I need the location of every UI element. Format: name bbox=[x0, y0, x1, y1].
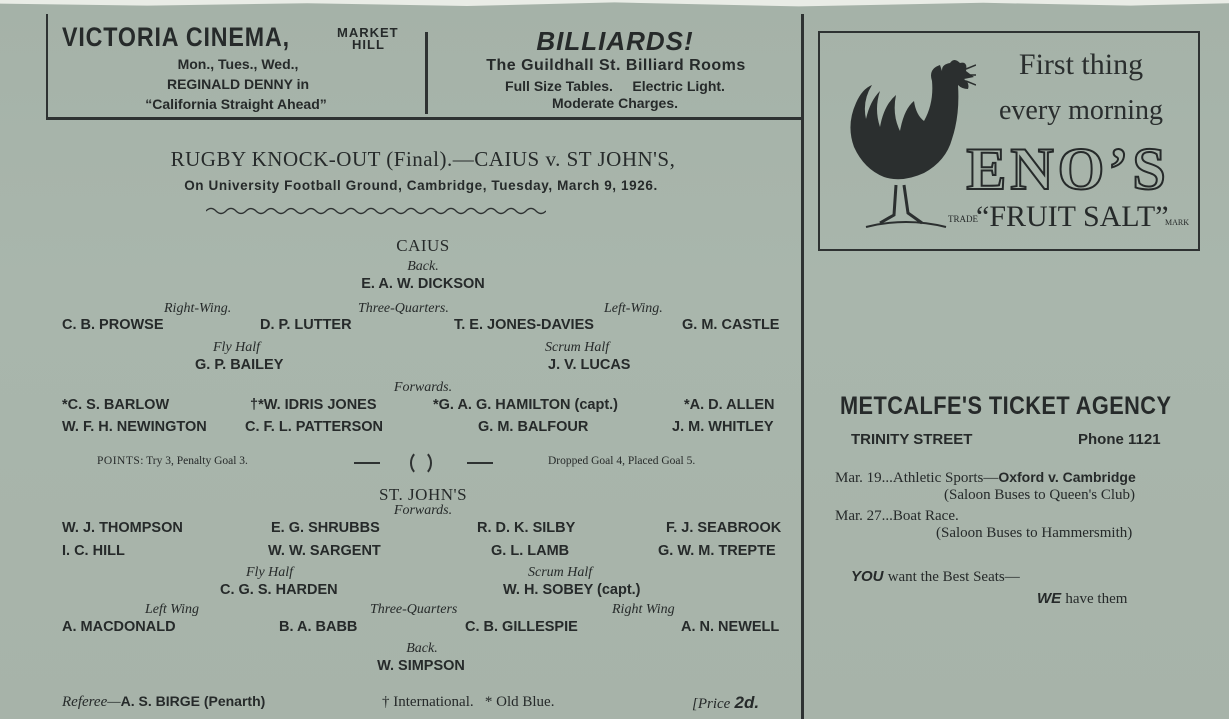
price-label: [Price bbox=[692, 696, 731, 712]
caius-fwd-4: *A. D. ALLEN bbox=[684, 397, 775, 413]
rooster-icon bbox=[826, 55, 976, 235]
caius-fwd-6: C. F. L. PATTERSON bbox=[245, 419, 384, 435]
price bbox=[692, 693, 759, 713]
johns-right-wing-label: Right Wing bbox=[612, 602, 675, 617]
wavy-divider bbox=[206, 206, 546, 216]
referee-label: Referee— bbox=[62, 694, 121, 710]
header-bottom-rule bbox=[46, 117, 802, 120]
johns-fwd-2: E. G. SHRUBBS bbox=[271, 520, 380, 536]
center-fold-rule bbox=[801, 14, 804, 719]
victoria-film: “California Straight Ahead” bbox=[145, 96, 327, 112]
metcalfe-phone: Phone 1121 bbox=[1078, 431, 1161, 448]
metcalfe-you-line bbox=[851, 568, 1020, 586]
you-word: YOU bbox=[851, 568, 884, 585]
you-text: want the Best Seats— bbox=[887, 569, 1020, 585]
left-panel-border bbox=[46, 14, 48, 118]
enos-trade: TRADE bbox=[948, 214, 978, 224]
event1-bold: Oxford v. Cambridge bbox=[998, 469, 1136, 485]
metcalfe-we-line bbox=[1037, 590, 1127, 608]
event2-date: Mar. 27... bbox=[835, 508, 893, 524]
johns-fwd-7: G. L. LAMB bbox=[491, 543, 570, 559]
enos-line1: First thing bbox=[1018, 48, 1144, 81]
metcalfe-event2-note: (Saloon Buses to Hammersmith) bbox=[936, 525, 1133, 541]
johns-back-label: Back. bbox=[406, 641, 438, 656]
ads-divider bbox=[425, 32, 428, 114]
caius-forwards-label: Forwards. bbox=[393, 380, 453, 395]
johns-forwards-label: Forwards. bbox=[393, 503, 453, 518]
metcalfe-event2 bbox=[835, 508, 959, 525]
caius-tq-1: C. B. PROWSE bbox=[62, 317, 164, 333]
caius-fwd-5: W. F. H. NEWINGTON bbox=[62, 419, 207, 435]
caius-fwd-3: *G. A. G. HAMILTON (capt.) bbox=[433, 397, 619, 413]
victoria-days: Mon., Tues., Wed., bbox=[177, 56, 299, 72]
enos-product: “FRUIT SALT” bbox=[976, 200, 1169, 233]
billiards-title: BILLIARDS! bbox=[536, 26, 694, 56]
caius-fwd-2: †*W. IDRIS JONES bbox=[250, 397, 377, 413]
caius-fwd-1: *C. S. BARLOW bbox=[62, 397, 170, 413]
event1-text: Athletic Sports— bbox=[892, 470, 999, 486]
johns-team-name: ST. JOHN'S bbox=[378, 485, 468, 504]
johns-tq-1: A. MACDONALD bbox=[62, 619, 176, 635]
referee-line bbox=[62, 693, 265, 711]
billiards-line1: Full Size Tables. Electric Light. bbox=[505, 78, 725, 94]
johns-fwd-5: I. C. HILL bbox=[62, 543, 125, 559]
caius-three-quarters-label: Three-Quarters. bbox=[358, 301, 449, 316]
johns-fwd-4: F. J. SEABROOK bbox=[666, 520, 782, 536]
victoria-title: VICTORIA CINEMA, bbox=[62, 22, 290, 52]
price-value: 2d. bbox=[734, 693, 760, 712]
billiards-line2: Moderate Charges. bbox=[551, 95, 679, 111]
metcalfe-event1 bbox=[835, 469, 1136, 487]
metcalfe-event1-note: (Saloon Buses to Queen's Club) bbox=[944, 487, 1136, 503]
caius-tq-3: T. E. JONES-DAVIES bbox=[454, 317, 594, 333]
enos-mark: MARK bbox=[1165, 218, 1190, 227]
victoria-star: REGINALD DENNY in bbox=[166, 76, 310, 92]
johns-three-quarters-label: Three-Quarters bbox=[370, 602, 458, 617]
legend: † International. * Old Blue. bbox=[382, 694, 555, 710]
enos-brand: ENO’S bbox=[966, 136, 1170, 202]
johns-fly-half-label: Fly Half bbox=[246, 565, 294, 580]
we-text: have them bbox=[1065, 591, 1128, 607]
johns-fwd-8: G. W. M. TREPTE bbox=[658, 543, 776, 559]
caius-scrum-half-label: Scrum Half bbox=[545, 340, 610, 355]
referee-name: A. S. BIRGE (Penarth) bbox=[120, 693, 266, 709]
caius-fwd-8: J. M. WHITLEY bbox=[672, 419, 774, 435]
johns-scrum-half-label: Scrum Half bbox=[528, 565, 593, 580]
caius-team-name: CAIUS bbox=[396, 236, 450, 255]
caius-back-label: Back. bbox=[407, 259, 439, 274]
billiards-rooms: The Guildhall St. Billiard Rooms bbox=[486, 57, 746, 74]
johns-scrum-half: W. H. SOBEY (capt.) bbox=[503, 582, 641, 598]
johns-fly-half: C. G. S. HARDEN bbox=[220, 582, 338, 598]
johns-tq-2: B. A. BABB bbox=[279, 619, 358, 635]
enos-line2: every morning bbox=[998, 95, 1164, 126]
points-left bbox=[97, 455, 248, 467]
match-title: RUGBY KNOCK-OUT (Final).—CAIUS v. ST JOHN'S, bbox=[170, 147, 676, 171]
points-left-text: : Try 3, Penalty Goal 3. bbox=[140, 455, 248, 467]
caius-left-wing-label: Left-Wing. bbox=[604, 301, 663, 316]
points-dash-left bbox=[354, 462, 380, 464]
johns-fwd-3: R. D. K. SILBY bbox=[477, 520, 576, 536]
caius-fly-half-label: Fly Half bbox=[213, 340, 261, 355]
caius-tq-4: G. M. CASTLE bbox=[682, 317, 780, 333]
match-venue: On University Football Ground, Cambridge, Tuesday, March 9, 1926. bbox=[184, 178, 658, 193]
points-dash-right bbox=[467, 462, 493, 464]
metcalfe-street: TRINITY STREET bbox=[851, 431, 973, 448]
johns-fwd-1: W. J. THOMPSON bbox=[62, 520, 183, 536]
we-word: WE bbox=[1037, 590, 1062, 607]
caius-fwd-7: G. M. BALFOUR bbox=[478, 419, 589, 435]
johns-tq-3: C. B. GILLESPIE bbox=[465, 619, 578, 635]
event2-text: Boat Race. bbox=[892, 508, 959, 524]
metcalfe-title: METCALFE'S TICKET AGENCY bbox=[840, 392, 1172, 420]
johns-tq-4: A. N. NEWELL bbox=[681, 619, 780, 635]
event1-date: Mar. 19... bbox=[835, 470, 893, 486]
victoria-market: MARKET bbox=[337, 25, 399, 40]
points-label: POINTS bbox=[97, 455, 141, 467]
points-right: Dropped Goal 4, Placed Goal 5. bbox=[548, 455, 696, 467]
caius-scrum-half: J. V. LUCAS bbox=[548, 357, 631, 373]
johns-left-wing-label: Left Wing bbox=[145, 602, 200, 617]
caius-back: E. A. W. DICKSON bbox=[361, 276, 485, 292]
caius-fly-half: G. P. BAILEY bbox=[195, 357, 284, 373]
rugby-ball-icon bbox=[410, 450, 432, 476]
caius-tq-2: D. P. LUTTER bbox=[260, 317, 352, 333]
victoria-hill: HILL bbox=[352, 37, 385, 52]
johns-fwd-6: W. W. SARGENT bbox=[268, 543, 381, 559]
johns-back: W. SIMPSON bbox=[377, 658, 465, 674]
caius-right-wing-label: Right-Wing. bbox=[164, 301, 232, 316]
